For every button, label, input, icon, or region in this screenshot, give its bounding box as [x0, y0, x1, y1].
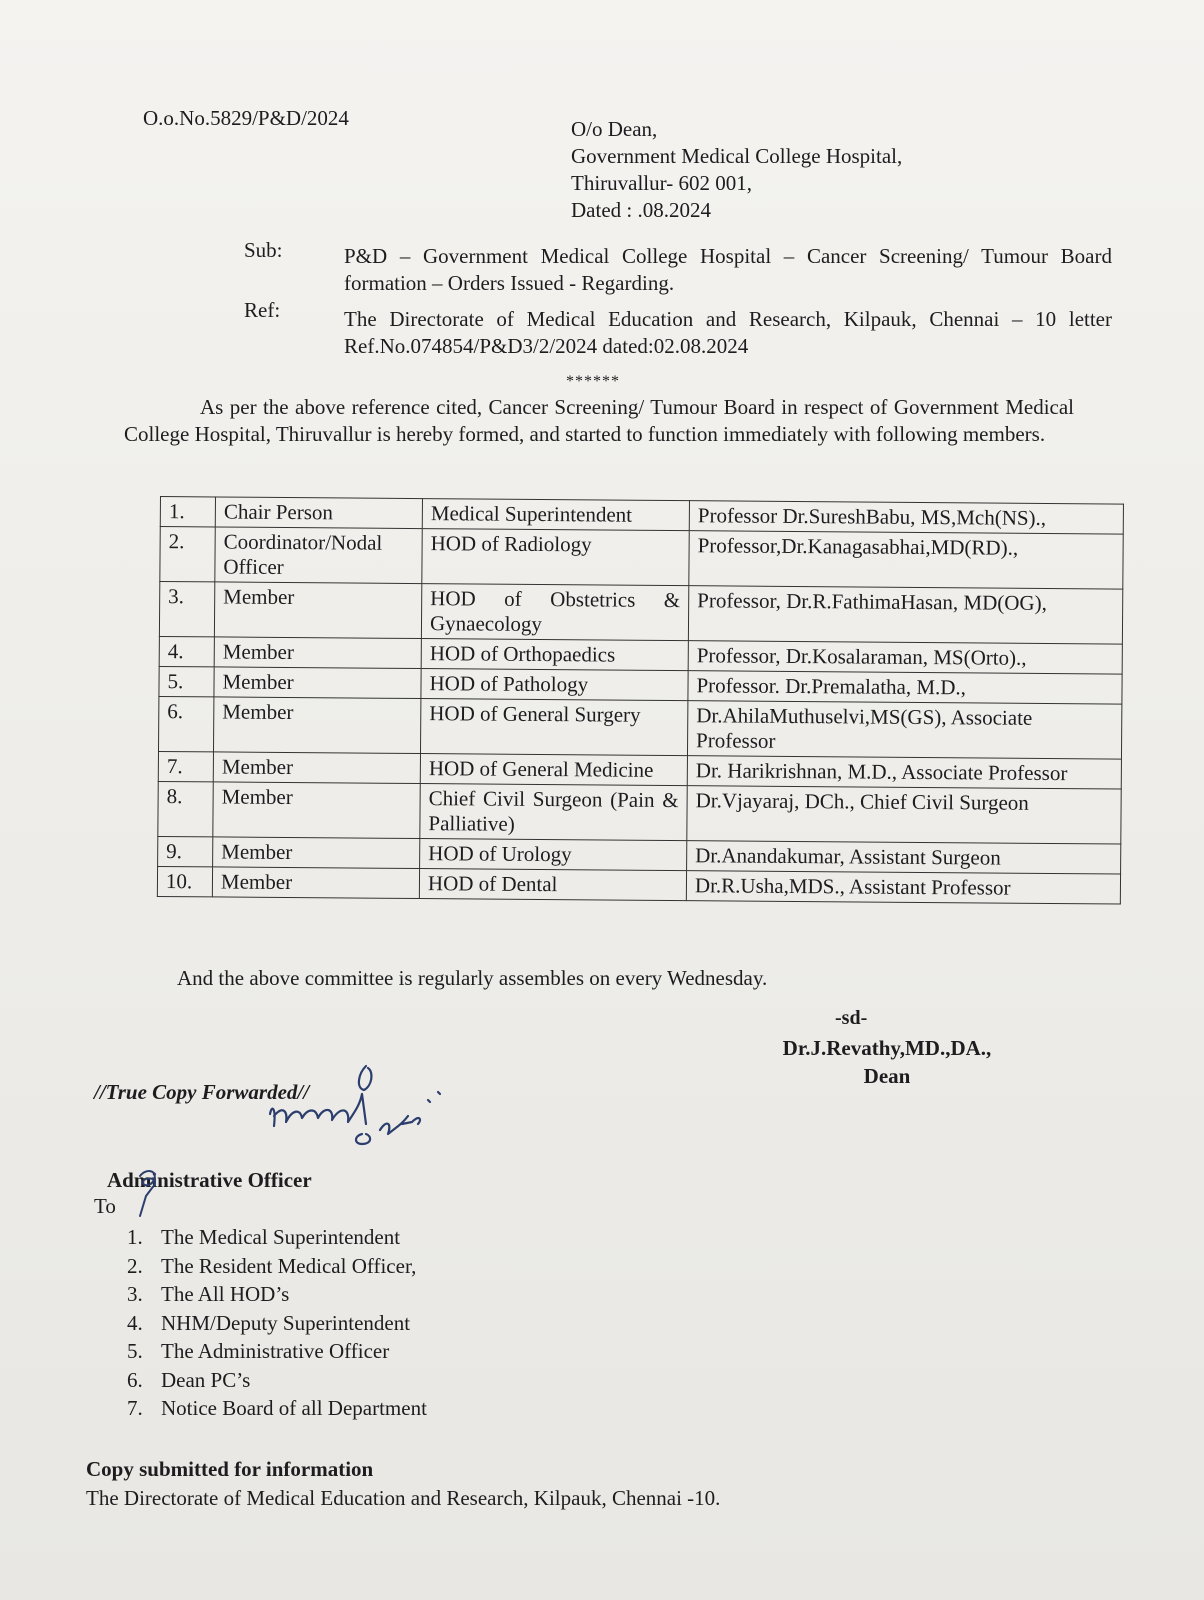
- subject-label: Sub:: [244, 238, 283, 262]
- member-department: Medical Superintendent: [422, 499, 689, 531]
- list-item-text: Notice Board of all Department: [161, 1396, 427, 1420]
- table-row: [158, 781, 1121, 844]
- list-item-number: 6.: [127, 1367, 143, 1392]
- members-table: [157, 496, 1124, 905]
- distribution-list: [127, 1223, 427, 1423]
- administrative-officer-label: Administrative Officer: [107, 1168, 312, 1192]
- member-number: 10.: [157, 866, 212, 896]
- member-name: Professor,Dr.Kanagasabhai,MD(RD).,: [689, 531, 1123, 589]
- member-name: Dr.AhilaMuthuselvi,MS(GS), Associate Professor: [687, 701, 1121, 759]
- closing-line: And the above committee is regularly assembles on every Wednesday.: [177, 966, 768, 990]
- table-row: [160, 527, 1123, 590]
- member-role: Member: [213, 752, 420, 784]
- table-row: [157, 866, 1120, 904]
- signatory: [757, 1034, 1017, 1090]
- member-number: 9.: [158, 836, 213, 866]
- subject-text: P&D – Government Medical College Hospital – Cancer Screening/ Tumour Board formation – Orders Issued - Regarding.: [344, 244, 1112, 295]
- true-copy-forwarded: //True Copy Forwarded//: [94, 1080, 310, 1104]
- member-department: HOD of Dental: [419, 869, 686, 901]
- member-department: HOD of Pathology: [421, 669, 688, 701]
- member-name: Dr.Vjayaraj, DCh., Chief Civil Surgeon: [687, 786, 1121, 844]
- address-line: Government Medical College Hospital,: [571, 144, 903, 168]
- list-item-text: The Administrative Officer: [161, 1339, 390, 1363]
- list-item-text: NHM/Deputy Superintendent: [161, 1310, 411, 1335]
- member-number: 7.: [158, 751, 213, 781]
- member-department: HOD of Urology: [420, 839, 687, 871]
- list-item-text: Dean PC’s: [161, 1367, 251, 1392]
- member-number: 1.: [160, 497, 215, 527]
- member-name: Professor, Dr.Kosalaraman, MS(Orto).,: [688, 641, 1122, 674]
- signatory-name: Dr.J.Revathy,MD.,DA.,: [782, 1036, 992, 1060]
- member-name: Dr. Harikrishnan, M.D., Associate Professor: [687, 756, 1121, 789]
- member-department: HOD of General Surgery: [420, 699, 687, 756]
- member-name: Dr.R.Usha,MDS., Assistant Professor: [686, 871, 1120, 904]
- member-role: Member: [214, 637, 421, 669]
- list-item: [127, 1309, 427, 1338]
- member-name: Professor. Dr.Premalatha, M.D.,: [688, 671, 1122, 704]
- member-role: Chair Person: [215, 497, 422, 529]
- copy-submitted-text: The Directorate of Medical Education and Research, Kilpauk, Chennai -10.: [86, 1486, 721, 1510]
- list-item-number: 4.: [127, 1310, 143, 1335]
- member-number: 2.: [160, 527, 215, 582]
- member-name: Dr.Anandakumar, Assistant Surgeon: [687, 841, 1121, 874]
- member-department: HOD of Obstetrics & Gynaecology: [421, 584, 688, 641]
- table-row: [158, 696, 1121, 759]
- member-department: HOD of Radiology: [422, 529, 689, 586]
- member-number: 6.: [158, 696, 213, 751]
- list-item: [127, 1394, 427, 1423]
- to-label: To: [94, 1194, 116, 1218]
- list-item-number: 1.: [127, 1225, 143, 1249]
- member-department: HOD of Orthopaedics: [421, 639, 688, 671]
- list-item: [127, 1366, 427, 1395]
- handwritten-initial-icon: [130, 1166, 170, 1220]
- member-department: Chief Civil Surgeon (Pain & Palliative): [420, 784, 687, 841]
- list-item-number: 3.: [127, 1282, 143, 1306]
- separator: ******: [566, 373, 620, 390]
- list-item-text: The Resident Medical Officer,: [161, 1253, 417, 1278]
- order-number: O.o.No.5829/P&D/2024: [143, 106, 349, 130]
- member-role: Coordinator/Nodal Officer: [215, 527, 422, 584]
- address-line: O/o Dean,: [571, 117, 658, 141]
- copy-submitted-heading: Copy submitted for information: [86, 1457, 374, 1481]
- reference-label: Ref:: [244, 298, 281, 322]
- member-role: Member: [213, 782, 420, 839]
- table-row: [159, 582, 1122, 645]
- member-role: Member: [213, 837, 420, 869]
- list-item: [127, 1337, 427, 1366]
- body-paragraph: As per the above reference cited, Cancer Screening/ Tumour Board in respect of Government Medical College Hospital, Thiruvallur is hereby formed, and started to function immediately with following members.: [124, 395, 1074, 446]
- member-role: Member: [213, 697, 420, 754]
- date-line: Dated : .08.2024: [571, 198, 711, 222]
- list-item-number: 7.: [127, 1396, 143, 1420]
- member-number: 5.: [159, 666, 214, 696]
- list-item-number: 5.: [127, 1339, 143, 1363]
- list-item-number: 2.: [127, 1253, 143, 1278]
- list-item: [127, 1280, 427, 1309]
- list-item: [127, 1252, 427, 1281]
- member-number: 4.: [159, 636, 214, 666]
- member-role: Member: [214, 667, 421, 699]
- signed-marker: -sd-: [835, 1007, 868, 1029]
- member-department: HOD of General Medicine: [420, 754, 687, 786]
- member-number: 3.: [159, 582, 214, 637]
- list-item-text: The Medical Superintendent: [161, 1225, 401, 1249]
- reference-text: The Directorate of Medical Education and Research, Kilpauk, Chennai – 10 letter Ref.No.074854/P&D3/2/2024 dated:02.08.2024: [344, 307, 1112, 358]
- member-role: Member: [212, 867, 419, 899]
- member-name: Professor Dr.SureshBabu, MS,Mch(NS).,: [689, 501, 1123, 534]
- member-number: 8.: [158, 781, 213, 836]
- sender-address: [571, 116, 902, 224]
- list-item: [127, 1223, 427, 1252]
- address-line: Thiruvallur- 602 001,: [571, 171, 752, 195]
- member-name: Professor, Dr.R.FathimaHasan, MD(OG),: [688, 586, 1122, 644]
- member-role: Member: [214, 582, 421, 639]
- signatory-designation: Dean: [863, 1064, 911, 1088]
- list-item-text: The All HOD’s: [161, 1282, 290, 1306]
